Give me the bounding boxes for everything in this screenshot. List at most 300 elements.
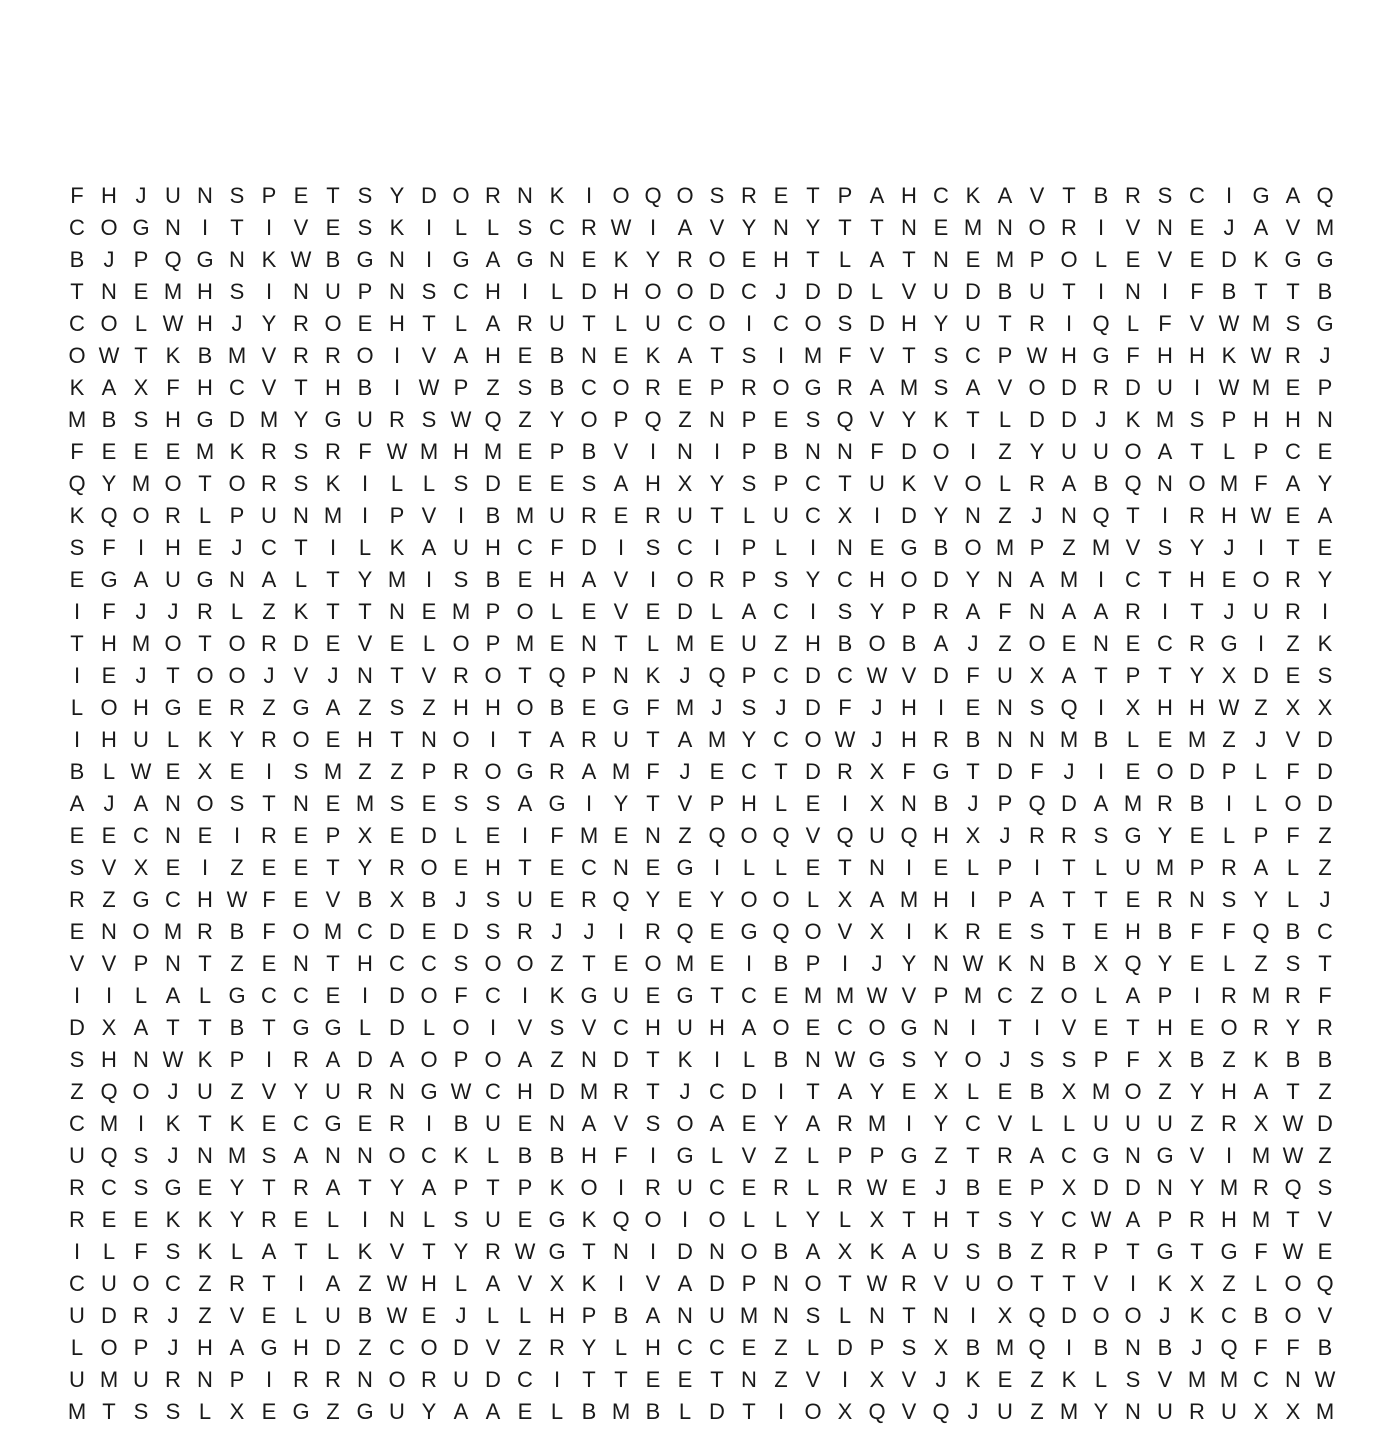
- grid-cell[interactable]: J: [167, 1335, 179, 1360]
- grid-cell[interactable]: F: [614, 1143, 628, 1168]
- grid-cell[interactable]: I: [1161, 503, 1169, 528]
- grid-cell[interactable]: C: [421, 1143, 437, 1168]
- grid-cell[interactable]: C: [965, 343, 981, 368]
- grid-cell[interactable]: W: [866, 983, 888, 1008]
- grid-cell[interactable]: W: [866, 663, 888, 688]
- grid-cell[interactable]: X: [677, 471, 693, 496]
- grid-cell[interactable]: Y: [805, 1207, 821, 1232]
- grid-cell[interactable]: I: [745, 311, 753, 336]
- grid-cell[interactable]: U: [677, 1175, 693, 1200]
- grid-cell[interactable]: R: [997, 1143, 1013, 1168]
- grid-cell[interactable]: E: [69, 567, 85, 592]
- grid-cell[interactable]: K: [1061, 1367, 1077, 1392]
- grid-cell[interactable]: M: [131, 471, 151, 496]
- grid-cell[interactable]: N: [773, 1271, 789, 1296]
- grid-cell[interactable]: T: [998, 311, 1012, 336]
- grid-cell[interactable]: S: [165, 1239, 181, 1264]
- grid-cell[interactable]: Q: [708, 823, 726, 848]
- grid-cell[interactable]: K: [1253, 247, 1269, 272]
- grid-cell[interactable]: T: [102, 1399, 116, 1424]
- grid-cell[interactable]: Z: [262, 695, 276, 720]
- grid-cell[interactable]: M: [1091, 535, 1111, 560]
- grid-cell[interactable]: L: [838, 247, 852, 272]
- grid-cell[interactable]: Z: [998, 631, 1012, 656]
- grid-cell[interactable]: G: [196, 247, 214, 272]
- grid-cell[interactable]: M: [419, 439, 439, 464]
- grid-cell[interactable]: O: [708, 1207, 726, 1232]
- grid-cell[interactable]: X: [133, 855, 149, 880]
- grid-cell[interactable]: O: [676, 183, 694, 208]
- grid-cell[interactable]: X: [933, 1335, 949, 1360]
- grid-cell[interactable]: I: [1097, 567, 1105, 592]
- grid-cell[interactable]: O: [868, 1015, 886, 1040]
- grid-cell[interactable]: W: [1314, 1367, 1336, 1392]
- grid-cell[interactable]: Y: [933, 1111, 949, 1136]
- grid-cell[interactable]: D: [581, 535, 597, 560]
- grid-cell[interactable]: V: [901, 983, 917, 1008]
- grid-cell[interactable]: A: [1029, 567, 1045, 592]
- grid-cell[interactable]: E: [421, 1303, 437, 1328]
- grid-cell[interactable]: E: [293, 855, 309, 880]
- grid-cell[interactable]: R: [581, 503, 597, 528]
- grid-cell[interactable]: N: [389, 599, 405, 624]
- grid-cell[interactable]: J: [1063, 759, 1075, 784]
- grid-cell[interactable]: E: [933, 215, 949, 240]
- grid-cell[interactable]: F: [1190, 919, 1204, 944]
- grid-cell[interactable]: I: [681, 1207, 689, 1232]
- grid-cell[interactable]: P: [357, 279, 373, 304]
- grid-cell[interactable]: O: [1028, 375, 1046, 400]
- grid-cell[interactable]: V: [1029, 183, 1045, 208]
- grid-cell[interactable]: C: [293, 983, 309, 1008]
- grid-cell[interactable]: Z: [70, 1079, 84, 1104]
- grid-cell[interactable]: O: [1284, 791, 1302, 816]
- grid-cell[interactable]: Z: [198, 1303, 212, 1328]
- grid-cell[interactable]: T: [1126, 503, 1140, 528]
- grid-cell[interactable]: R: [549, 1335, 565, 1360]
- grid-cell[interactable]: W: [866, 1271, 888, 1296]
- grid-cell[interactable]: E: [325, 791, 341, 816]
- grid-cell[interactable]: R: [485, 183, 501, 208]
- grid-cell[interactable]: J: [967, 631, 979, 656]
- grid-cell[interactable]: N: [1317, 407, 1333, 432]
- grid-cell[interactable]: L: [422, 1015, 436, 1040]
- grid-cell[interactable]: D: [1317, 727, 1333, 752]
- grid-cell[interactable]: B: [773, 439, 789, 464]
- grid-cell[interactable]: Q: [1220, 1335, 1238, 1360]
- grid-cell[interactable]: M: [1219, 471, 1239, 496]
- grid-cell[interactable]: L: [1062, 1111, 1076, 1136]
- grid-cell[interactable]: Z: [518, 407, 532, 432]
- grid-cell[interactable]: U: [677, 503, 693, 528]
- grid-cell[interactable]: O: [68, 343, 86, 368]
- grid-cell[interactable]: P: [997, 887, 1013, 912]
- grid-cell[interactable]: E: [613, 951, 629, 976]
- grid-cell[interactable]: R: [69, 1207, 85, 1232]
- grid-cell[interactable]: P: [581, 663, 597, 688]
- grid-cell[interactable]: I: [521, 279, 529, 304]
- grid-cell[interactable]: G: [132, 215, 150, 240]
- grid-cell[interactable]: H: [197, 887, 213, 912]
- grid-cell[interactable]: J: [167, 1143, 179, 1168]
- grid-cell[interactable]: T: [582, 311, 596, 336]
- grid-cell[interactable]: J: [455, 887, 467, 912]
- grid-cell[interactable]: A: [997, 183, 1013, 208]
- grid-cell[interactable]: O: [964, 535, 982, 560]
- grid-cell[interactable]: H: [549, 1303, 565, 1328]
- grid-cell[interactable]: V: [901, 1399, 917, 1424]
- grid-cell[interactable]: H: [485, 535, 501, 560]
- grid-cell[interactable]: T: [1062, 887, 1076, 912]
- grid-cell[interactable]: Y: [613, 791, 629, 816]
- grid-cell[interactable]: T: [1062, 183, 1076, 208]
- grid-cell[interactable]: J: [711, 695, 723, 720]
- grid-cell[interactable]: N: [997, 727, 1013, 752]
- grid-cell[interactable]: L: [966, 855, 980, 880]
- grid-cell[interactable]: Z: [1286, 631, 1300, 656]
- grid-cell[interactable]: X: [1253, 1111, 1269, 1136]
- grid-cell[interactable]: M: [323, 919, 343, 944]
- grid-cell[interactable]: T: [1030, 1271, 1044, 1296]
- grid-cell[interactable]: J: [679, 1079, 691, 1104]
- grid-cell[interactable]: S: [453, 951, 469, 976]
- grid-cell[interactable]: C: [1253, 1367, 1269, 1392]
- grid-cell[interactable]: X: [869, 791, 885, 816]
- grid-cell[interactable]: C: [1061, 1207, 1077, 1232]
- grid-cell[interactable]: E: [389, 631, 405, 656]
- grid-cell[interactable]: M: [163, 919, 183, 944]
- grid-cell[interactable]: J: [167, 1079, 179, 1104]
- grid-cell[interactable]: T: [710, 1367, 724, 1392]
- grid-cell[interactable]: H: [1221, 1079, 1237, 1104]
- grid-cell[interactable]: I: [617, 1175, 625, 1200]
- grid-cell[interactable]: O: [804, 727, 822, 752]
- grid-cell[interactable]: C: [997, 983, 1013, 1008]
- grid-cell[interactable]: E: [69, 823, 85, 848]
- grid-cell[interactable]: X: [837, 1239, 853, 1264]
- grid-cell[interactable]: D: [549, 1079, 565, 1104]
- grid-cell[interactable]: E: [677, 375, 693, 400]
- grid-cell[interactable]: H: [325, 375, 341, 400]
- grid-cell[interactable]: R: [293, 1047, 309, 1072]
- grid-cell[interactable]: X: [869, 919, 885, 944]
- grid-cell[interactable]: P: [997, 343, 1013, 368]
- grid-cell[interactable]: Z: [1318, 855, 1332, 880]
- grid-cell[interactable]: O: [1156, 759, 1174, 784]
- grid-cell[interactable]: X: [965, 823, 981, 848]
- grid-cell[interactable]: B: [549, 343, 565, 368]
- grid-cell[interactable]: E: [997, 919, 1013, 944]
- grid-cell[interactable]: L: [774, 1207, 788, 1232]
- grid-cell[interactable]: D: [453, 919, 469, 944]
- grid-cell[interactable]: N: [837, 439, 853, 464]
- grid-cell[interactable]: T: [614, 631, 628, 656]
- grid-cell[interactable]: E: [165, 855, 181, 880]
- grid-cell[interactable]: T: [1094, 887, 1108, 912]
- grid-cell[interactable]: N: [549, 247, 565, 272]
- grid-cell[interactable]: P: [869, 1335, 885, 1360]
- grid-cell[interactable]: I: [1097, 695, 1105, 720]
- grid-cell[interactable]: Q: [772, 919, 790, 944]
- grid-cell[interactable]: G: [548, 1207, 566, 1232]
- grid-cell[interactable]: X: [101, 1015, 117, 1040]
- grid-cell[interactable]: P: [1253, 823, 1269, 848]
- grid-cell[interactable]: Q: [836, 823, 854, 848]
- grid-cell[interactable]: N: [1157, 215, 1173, 240]
- grid-cell[interactable]: E: [517, 567, 533, 592]
- grid-cell[interactable]: I: [329, 535, 337, 560]
- grid-cell[interactable]: O: [676, 1111, 694, 1136]
- grid-cell[interactable]: L: [838, 1303, 852, 1328]
- grid-cell[interactable]: K: [165, 1207, 181, 1232]
- grid-cell[interactable]: V: [901, 663, 917, 688]
- grid-cell[interactable]: L: [742, 1047, 756, 1072]
- grid-cell[interactable]: R: [741, 183, 757, 208]
- grid-cell[interactable]: I: [809, 599, 817, 624]
- grid-cell[interactable]: E: [421, 919, 437, 944]
- grid-cell[interactable]: P: [997, 855, 1013, 880]
- grid-cell[interactable]: E: [869, 535, 885, 560]
- grid-cell[interactable]: A: [1253, 215, 1269, 240]
- grid-cell[interactable]: R: [69, 1175, 85, 1200]
- grid-cell[interactable]: I: [873, 503, 881, 528]
- grid-cell[interactable]: T: [326, 183, 340, 208]
- grid-cell[interactable]: R: [293, 343, 309, 368]
- grid-cell[interactable]: X: [1317, 695, 1333, 720]
- grid-cell[interactable]: G: [1316, 247, 1334, 272]
- grid-cell[interactable]: B: [229, 1015, 245, 1040]
- grid-cell[interactable]: B: [773, 951, 789, 976]
- grid-cell[interactable]: S: [357, 183, 373, 208]
- grid-cell[interactable]: T: [390, 727, 404, 752]
- grid-cell[interactable]: R: [965, 919, 981, 944]
- grid-cell[interactable]: I: [361, 471, 369, 496]
- grid-cell[interactable]: M: [611, 1399, 631, 1424]
- grid-cell[interactable]: U: [997, 1399, 1013, 1424]
- grid-cell[interactable]: T: [1190, 599, 1204, 624]
- grid-cell[interactable]: R: [517, 919, 533, 944]
- grid-cell[interactable]: G: [292, 1399, 310, 1424]
- grid-cell[interactable]: S: [805, 407, 821, 432]
- grid-cell[interactable]: E: [197, 1175, 213, 1200]
- grid-cell[interactable]: R: [1029, 471, 1045, 496]
- grid-cell[interactable]: O: [388, 1367, 406, 1392]
- grid-cell[interactable]: M: [515, 631, 535, 656]
- grid-cell[interactable]: O: [740, 887, 758, 912]
- grid-cell[interactable]: I: [425, 215, 433, 240]
- grid-cell[interactable]: E: [1125, 759, 1141, 784]
- grid-cell[interactable]: R: [389, 855, 405, 880]
- grid-cell[interactable]: R: [229, 1271, 245, 1296]
- grid-cell[interactable]: H: [1221, 503, 1237, 528]
- grid-cell[interactable]: N: [805, 1047, 821, 1072]
- grid-cell[interactable]: A: [965, 375, 981, 400]
- grid-cell[interactable]: L: [294, 1303, 308, 1328]
- grid-cell[interactable]: B: [773, 1239, 789, 1264]
- grid-cell[interactable]: A: [677, 343, 693, 368]
- grid-cell[interactable]: B: [1061, 951, 1077, 976]
- grid-cell[interactable]: G: [196, 407, 214, 432]
- grid-cell[interactable]: P: [325, 823, 341, 848]
- grid-cell[interactable]: U: [165, 183, 181, 208]
- grid-cell[interactable]: G: [452, 247, 470, 272]
- grid-cell[interactable]: Z: [358, 1335, 372, 1360]
- grid-cell[interactable]: M: [1187, 727, 1207, 752]
- grid-cell[interactable]: D: [581, 279, 597, 304]
- grid-cell[interactable]: V: [1317, 1303, 1333, 1328]
- grid-cell[interactable]: B: [1317, 1047, 1333, 1072]
- grid-cell[interactable]: B: [613, 1303, 629, 1328]
- grid-cell[interactable]: Y: [709, 471, 725, 496]
- grid-cell[interactable]: H: [485, 279, 501, 304]
- grid-cell[interactable]: Z: [774, 1335, 788, 1360]
- grid-cell[interactable]: Y: [709, 887, 725, 912]
- grid-cell[interactable]: R: [261, 727, 277, 752]
- grid-cell[interactable]: W: [610, 215, 632, 240]
- grid-cell[interactable]: A: [677, 727, 693, 752]
- grid-cell[interactable]: R: [677, 247, 693, 272]
- grid-cell[interactable]: H: [357, 951, 373, 976]
- grid-cell[interactable]: F: [838, 695, 852, 720]
- grid-cell[interactable]: B: [1093, 1335, 1109, 1360]
- grid-cell[interactable]: Z: [1254, 695, 1268, 720]
- grid-cell[interactable]: K: [1317, 631, 1333, 656]
- grid-cell[interactable]: N: [1125, 1399, 1141, 1424]
- grid-cell[interactable]: N: [1157, 471, 1173, 496]
- grid-cell[interactable]: Q: [1092, 311, 1110, 336]
- grid-cell[interactable]: M: [579, 1079, 599, 1104]
- grid-cell[interactable]: F: [838, 343, 852, 368]
- grid-cell[interactable]: C: [773, 311, 789, 336]
- grid-cell[interactable]: N: [613, 855, 629, 880]
- grid-cell[interactable]: E: [517, 439, 533, 464]
- grid-cell[interactable]: E: [517, 1207, 533, 1232]
- grid-cell[interactable]: N: [229, 567, 245, 592]
- grid-cell[interactable]: T: [198, 631, 212, 656]
- grid-cell[interactable]: S: [69, 855, 85, 880]
- grid-cell[interactable]: A: [1285, 471, 1301, 496]
- grid-cell[interactable]: V: [421, 503, 437, 528]
- grid-cell[interactable]: L: [70, 695, 84, 720]
- grid-cell[interactable]: E: [517, 1399, 533, 1424]
- grid-cell[interactable]: P: [837, 183, 853, 208]
- grid-cell[interactable]: C: [1125, 567, 1141, 592]
- grid-cell[interactable]: O: [1028, 215, 1046, 240]
- grid-cell[interactable]: V: [229, 1303, 245, 1328]
- grid-cell[interactable]: M: [67, 1399, 87, 1424]
- grid-cell[interactable]: X: [997, 1303, 1013, 1328]
- grid-cell[interactable]: R: [485, 1239, 501, 1264]
- grid-cell[interactable]: T: [1286, 1079, 1300, 1104]
- grid-cell[interactable]: V: [1189, 311, 1205, 336]
- grid-cell[interactable]: H: [197, 1335, 213, 1360]
- grid-cell[interactable]: Q: [772, 823, 790, 848]
- grid-cell[interactable]: M: [355, 791, 375, 816]
- grid-cell[interactable]: C: [133, 823, 149, 848]
- grid-cell[interactable]: R: [261, 631, 277, 656]
- grid-cell[interactable]: V: [1285, 215, 1301, 240]
- grid-cell[interactable]: E: [1093, 919, 1109, 944]
- grid-cell[interactable]: O: [1124, 439, 1142, 464]
- grid-cell[interactable]: U: [325, 1303, 341, 1328]
- grid-cell[interactable]: E: [421, 791, 437, 816]
- grid-cell[interactable]: A: [1253, 855, 1269, 880]
- grid-cell[interactable]: S: [1285, 951, 1301, 976]
- grid-cell[interactable]: Z: [1254, 951, 1268, 976]
- grid-cell[interactable]: P: [741, 407, 757, 432]
- grid-cell[interactable]: L: [742, 1207, 756, 1232]
- grid-cell[interactable]: L: [1254, 759, 1268, 784]
- grid-cell[interactable]: M: [739, 1303, 759, 1328]
- grid-cell[interactable]: E: [101, 1207, 117, 1232]
- grid-cell[interactable]: S: [933, 343, 949, 368]
- grid-cell[interactable]: L: [1094, 1367, 1108, 1392]
- grid-cell[interactable]: E: [229, 759, 245, 784]
- grid-cell[interactable]: E: [421, 599, 437, 624]
- grid-cell[interactable]: A: [485, 247, 501, 272]
- grid-cell[interactable]: M: [1123, 791, 1143, 816]
- grid-cell[interactable]: R: [293, 1175, 309, 1200]
- grid-cell[interactable]: Q: [644, 407, 662, 432]
- grid-cell[interactable]: W: [1026, 343, 1048, 368]
- grid-cell[interactable]: K: [997, 951, 1013, 976]
- grid-cell[interactable]: K: [549, 183, 565, 208]
- grid-cell[interactable]: Y: [1317, 471, 1333, 496]
- grid-cell[interactable]: L: [422, 1207, 436, 1232]
- grid-cell[interactable]: D: [293, 631, 309, 656]
- grid-cell[interactable]: X: [1285, 695, 1301, 720]
- grid-cell[interactable]: J: [1223, 599, 1235, 624]
- grid-cell[interactable]: Y: [453, 1239, 469, 1264]
- grid-cell[interactable]: I: [233, 823, 241, 848]
- grid-cell[interactable]: P: [1029, 535, 1045, 560]
- grid-cell[interactable]: Y: [1189, 663, 1205, 688]
- grid-cell[interactable]: Y: [645, 887, 661, 912]
- grid-cell[interactable]: R: [1029, 823, 1045, 848]
- grid-cell[interactable]: A: [421, 1175, 437, 1200]
- grid-cell[interactable]: M: [1219, 1367, 1239, 1392]
- grid-cell[interactable]: I: [1225, 183, 1233, 208]
- grid-cell[interactable]: C: [1221, 1303, 1237, 1328]
- grid-cell[interactable]: S: [1221, 887, 1237, 912]
- grid-cell[interactable]: O: [580, 407, 598, 432]
- grid-cell[interactable]: B: [1093, 727, 1109, 752]
- grid-cell[interactable]: C: [389, 1335, 405, 1360]
- grid-cell[interactable]: E: [261, 951, 277, 976]
- grid-cell[interactable]: L: [454, 823, 468, 848]
- grid-cell[interactable]: D: [741, 1079, 757, 1104]
- grid-cell[interactable]: E: [197, 695, 213, 720]
- grid-cell[interactable]: Q: [1252, 919, 1270, 944]
- grid-cell[interactable]: S: [229, 183, 245, 208]
- grid-cell[interactable]: S: [1189, 407, 1205, 432]
- grid-cell[interactable]: L: [1254, 1271, 1268, 1296]
- grid-cell[interactable]: H: [741, 791, 757, 816]
- grid-cell[interactable]: F: [102, 599, 116, 624]
- grid-cell[interactable]: M: [995, 535, 1015, 560]
- grid-cell[interactable]: H: [1157, 343, 1173, 368]
- grid-cell[interactable]: I: [809, 535, 817, 560]
- grid-cell[interactable]: W: [1282, 1143, 1304, 1168]
- grid-cell[interactable]: F: [1190, 279, 1204, 304]
- grid-cell[interactable]: U: [453, 1367, 469, 1392]
- grid-cell[interactable]: T: [902, 1303, 916, 1328]
- grid-cell[interactable]: J: [327, 663, 339, 688]
- grid-cell[interactable]: M: [451, 599, 471, 624]
- grid-cell[interactable]: T: [1158, 663, 1172, 688]
- grid-cell[interactable]: E: [293, 887, 309, 912]
- grid-cell[interactable]: V: [933, 471, 949, 496]
